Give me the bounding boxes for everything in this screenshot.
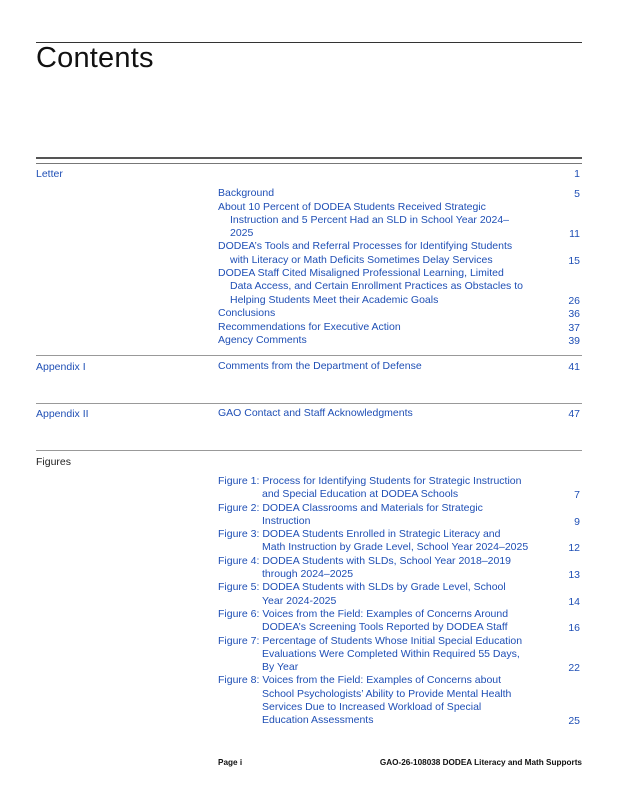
toc-appendix-2-page[interactable]: 47 [568,408,580,420]
figure-entry-4-line-2[interactable]: through 2024–2025 [262,568,354,580]
figure-entry-7-page[interactable]: 22 [568,662,580,674]
letter-entry-3-line-1[interactable]: DODEA’s Tools and Referral Processes for Identifying Students [218,240,513,253]
letter-entry-6-page[interactable]: 37 [568,321,580,334]
toc-letter-link[interactable]: Letter [36,168,63,180]
figure-entry-5-line-1[interactable]: Figure 5: DODEA Students with SLDs by Grade Level, School [218,581,506,594]
figure-entry-7-line-3[interactable]: By Year [262,661,299,673]
figure-entry-3-line-2[interactable]: Math Instruction by Grade Level, School Year 2024–2025 [262,541,529,554]
letter-entry-5-page[interactable]: 36 [568,308,580,320]
letter-entry-2-line-1[interactable]: About 10 Percent of DODEA Students Received Strategic [218,200,486,213]
figure-entry-3-line-1[interactable]: Figure 3: DODEA Students Enrolled in Strategic Literacy and [218,528,501,541]
letter-entry-3-page[interactable]: 15 [568,254,580,267]
figure-entry-5-page[interactable]: 14 [568,595,580,608]
footer-page-label: Page i [218,758,243,767]
figure-entry-6-line-1[interactable]: Figure 6: Voices from the Field: Examples of Concerns Around [218,608,509,620]
letter-entry-1-line-1[interactable]: Background [218,187,275,199]
appendix1-rule [36,355,582,356]
appendix2-rule [36,403,582,404]
figure-entry-2-line-1[interactable]: Figure 2: DODEA Classrooms and Materials for Strategic [218,501,483,514]
figure-entry-6-line-2[interactable]: DODEA’s Screening Tools Reported by DODEA Staff [262,621,508,634]
letter-entry-4-line-2[interactable]: Data Access, and Certain Enrollment Practices as Obstacles to [230,280,523,293]
figure-entry-8-line-1[interactable]: Figure 8: Voices from the Field: Examples of Concerns about [218,674,502,687]
contents-rule-thick [36,157,582,159]
page-title: Contents [36,42,154,74]
toc-appendix-1-entry[interactable]: Comments from the Department of Defense [218,360,422,372]
figure-entry-8-line-2[interactable]: School Psychologists’ Ability to Provide Mental Health [262,687,512,700]
letter-entry-6-line-1[interactable]: Recommendations for Executive Action [218,320,401,333]
letter-entry-2-line-2[interactable]: Instruction and 5 Percent Had an SLD in School Year 2024– [230,213,510,226]
figure-entry-6-page[interactable]: 16 [568,622,580,635]
toc-letter-page[interactable]: 1 [574,168,580,180]
letter-entry-7-line-1[interactable]: Agency Comments [218,334,307,346]
toc-appendix-2-entry[interactable]: GAO Contact and Staff Acknowledgments [218,407,413,419]
figure-entry-4-line-1[interactable]: Figure 4: DODEA Students with SLDs, School Year 2018–2019 [218,554,512,567]
figure-entry-8-page[interactable]: 25 [568,715,580,727]
letter-entry-7-page[interactable]: 39 [568,335,580,347]
contents-rule-thin [36,163,582,164]
figure-entry-8-line-4[interactable]: Education Assessments [262,714,374,726]
letter-entry-5-line-1[interactable]: Conclusions [218,307,276,319]
letter-entry-3-line-2[interactable]: with Literacy or Math Deficits Sometimes Delay Services [230,253,493,266]
figures-rule [36,450,582,451]
letter-entry-4-line-1[interactable]: DODEA Staff Cited Misaligned Professional Learning, Limited [218,267,504,280]
figure-entry-7-line-1[interactable]: Figure 7: Percentage of Students Whose Initial Special Education [218,634,523,647]
letter-entry-4-page[interactable]: 26 [568,294,580,307]
figure-entry-8-line-3[interactable]: Services Due to Increased Workload of Special [262,700,482,713]
figure-entry-1-line-2[interactable]: and Special Education at DODEA Schools [262,488,459,501]
figure-entry-7-line-2[interactable]: Evaluations Were Completed Within Required 55 Days, [262,647,520,660]
letter-entry-2-page[interactable]: 11 [569,227,580,240]
figure-entry-2-line-2[interactable]: Instruction [262,514,311,527]
footer-report-id: GAO-26-108038 DODEA Literacy and Math Supports [379,758,582,767]
figure-entry-3-page[interactable]: 12 [568,542,580,555]
figure-entry-4-page[interactable]: 13 [568,569,580,581]
toc-appendix-1-label[interactable]: Appendix I [36,361,86,373]
letter-entry-1-page[interactable]: 5 [574,188,580,200]
figures-heading: Figures [36,456,72,468]
figure-entry-5-line-2[interactable]: Year 2024-2025 [262,594,337,607]
toc-appendix-2-label[interactable]: Appendix II [36,408,89,420]
letter-entry-2-line-3[interactable]: 2025 [230,226,254,239]
figure-entry-2-page[interactable]: 9 [574,515,580,528]
figure-entry-1-page[interactable]: 7 [574,489,580,502]
figure-entry-1-line-1[interactable]: Figure 1: Process for Identifying Students for Strategic Instruction [218,475,522,487]
letter-entry-4-line-3[interactable]: Helping Students Meet their Academic Goals [230,293,439,306]
toc-appendix-1-page[interactable]: 41 [568,361,580,373]
